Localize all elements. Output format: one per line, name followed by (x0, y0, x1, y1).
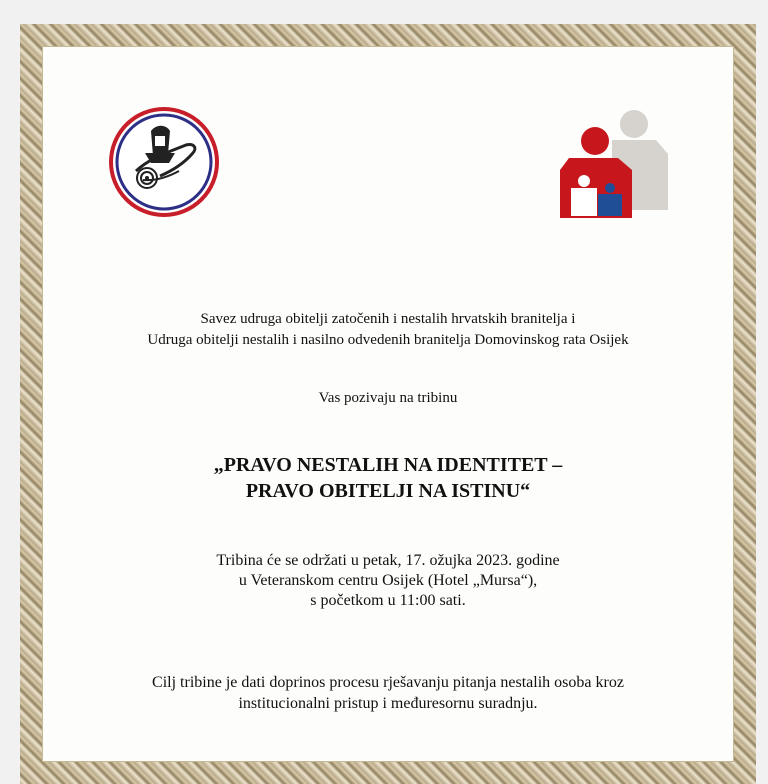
goal-line: Cilj tribine je dati doprinos procesu rješavanju pitanja nestalih osoba kroz (152, 674, 624, 691)
family-figures-icon (560, 102, 678, 222)
organization-line: Udruga obitelji nestalih i nasilno odvedenih branitelja Domovinskog rata Osijek (147, 332, 629, 348)
invitation-page (20, 24, 756, 784)
details-line: Tribina će se održati u petak, 17. ožujka 2023. godine (216, 552, 560, 569)
organizations-block (42, 309, 734, 351)
event-goal (42, 672, 734, 714)
details-line: u Veteranskom centru Osijek (Hotel „Mursa“), (238, 572, 538, 589)
event-title (42, 452, 734, 504)
invitation-text: Vas pozivaju na tribinu (318, 390, 458, 406)
event-details (42, 551, 734, 611)
organization-line: Savez udruga obitelji zatočenih i nestalih hrvatskih branitelja i (200, 311, 576, 327)
details-line: s početkom u 11:00 sati. (310, 592, 466, 609)
goal-line: institucionalni pristup i međuresornu suradnju. (238, 695, 538, 712)
title-line: PRAVO OBITELJI NA ISTINU“ (245, 480, 531, 502)
title-line: „PRAVO NESTALIH NA IDENTITET – (213, 454, 563, 476)
association-emblem-icon (108, 106, 220, 218)
